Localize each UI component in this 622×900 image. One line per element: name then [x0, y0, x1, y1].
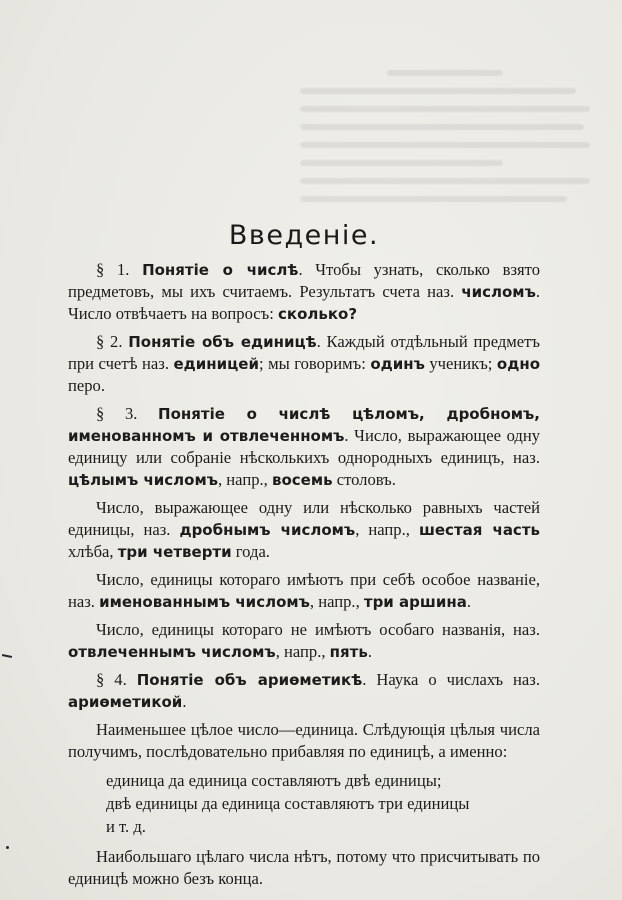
keyword-text: отвлеченнымъ числомъ [68, 643, 276, 661]
keyword-text: единицей [173, 355, 259, 373]
body-text: . Каждый отдѣльный предметъ при счетѣ наз. [68, 332, 541, 373]
body-text: Число, единицы котораго имѣютъ при себѣ особое названіе, наз. [68, 570, 540, 611]
body-text: § 2. [96, 332, 129, 351]
section-1-paragraph [68, 259, 540, 325]
example-line: и т. д. [106, 817, 146, 836]
fractional-number-paragraph [68, 497, 540, 563]
body-text: , напр., [218, 470, 272, 489]
keyword-text: одинъ [370, 355, 425, 373]
keyword-text: ариѳметикой [68, 693, 183, 711]
body-text: , напр., [275, 642, 330, 661]
keyword-text: дробнымъ числомъ [179, 521, 356, 539]
section-4-paragraph [68, 669, 540, 713]
body-text: , напр., [309, 592, 364, 611]
body-text: года. [231, 542, 270, 561]
keyword-text: восемь [271, 471, 333, 489]
keyword-text: числомъ [461, 283, 536, 301]
page-title: Введеніе. [228, 220, 380, 251]
body-text: § 4. [96, 670, 137, 689]
keyword-text: Понятіе объ единицѣ [128, 333, 317, 351]
keyword-text: три четверти [117, 543, 232, 561]
body-text: . [367, 642, 372, 661]
example-line: единица да единица составляютъ двѣ единицы; [106, 771, 442, 790]
margin-mark-top [2, 654, 12, 658]
body-text: . Число, выражающее одну единицу или собраніе нѣсколькихъ однородныхъ единицъ, наз. [68, 426, 541, 467]
body-text: . Наука о числахъ наз. [362, 670, 541, 689]
body-text: хлѣба, [68, 542, 118, 561]
keyword-text: Понятіе объ ариѳметикѣ [136, 671, 363, 689]
section-2-paragraph [68, 331, 540, 397]
body-text: Число, единицы котораго не имѣютъ особаго названія, наз. [96, 620, 540, 639]
body-text: § 1. [96, 260, 143, 279]
body-text: Наибольшаго цѣлаго числа нѣтъ, потому что присчитывать по единицѣ можно безъ конца. [68, 847, 540, 888]
body-text: Число, выражающее одну или нѣсколько равныхъ частей единицы, наз. [68, 498, 540, 539]
keyword-text: сколько? [278, 305, 358, 323]
page-body [68, 220, 540, 896]
keyword-text: пять [329, 643, 368, 661]
body-text: ученикъ; [424, 354, 497, 373]
margin-mark-bottom [6, 846, 9, 849]
keyword-text: цѣлымъ числомъ [68, 471, 218, 489]
body-text: . Чтобы узнать, сколько взято предметовъ, мы ихъ считаемъ. Результатъ счета наз. [68, 260, 540, 301]
smallest-number-paragraph [68, 719, 540, 763]
body-text: , напр., [355, 520, 419, 539]
keyword-text: одно [496, 355, 540, 373]
keyword-text: шестая часть [418, 521, 541, 539]
body-text: § 3. [96, 404, 159, 423]
keyword-text: Понятіе о числѣ [142, 261, 299, 279]
named-number-paragraph [68, 569, 540, 613]
section-3-paragraph [68, 403, 540, 491]
examples-block [106, 769, 540, 838]
body-text: ; мы говоримъ: [258, 354, 371, 373]
body-text: . [182, 692, 187, 711]
body-text: Наименьшее цѣлое число—единица. Слѣдующія цѣлыя числа получимъ, послѣдовательно прибавляя по единицѣ, а именно: [68, 720, 540, 761]
body-text: перо. [68, 376, 105, 395]
abstract-number-paragraph [68, 619, 540, 663]
closing-paragraph [68, 846, 540, 890]
body-text: столовъ. [332, 470, 396, 489]
example-line: двѣ единицы да единица составляютъ три единицы [106, 794, 470, 813]
body-text: . [466, 592, 471, 611]
body-text: . Число отвѣчаетъ на вопросъ: [68, 282, 540, 323]
keyword-text: Понятіе о числѣ цѣломъ, дробномъ, именованномъ и отвлеченномъ [68, 405, 540, 445]
keyword-text: именованнымъ числомъ [99, 593, 310, 611]
keyword-text: три аршина [363, 593, 467, 611]
